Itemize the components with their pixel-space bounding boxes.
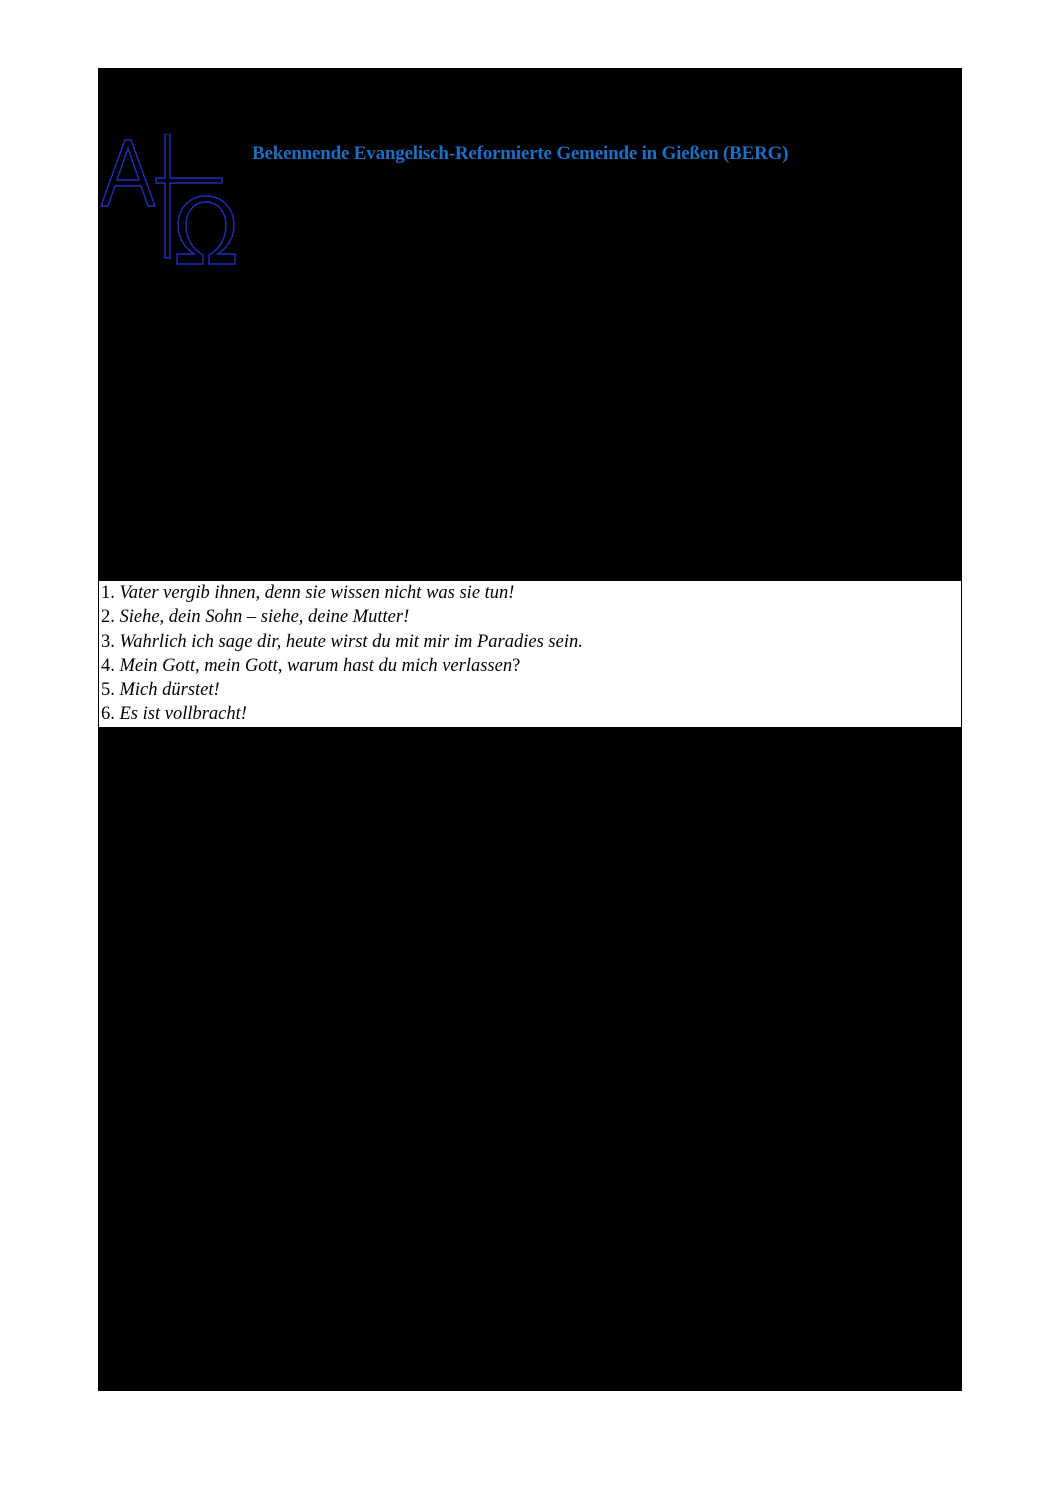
congregation-title: Bekennende Evangelisch-Reformierte Gemeinde in Gießen (BERG) — [252, 143, 789, 164]
alpha-omega-logo-icon — [98, 134, 240, 268]
list-item-text: Mich dürstet! — [119, 680, 220, 701]
list-item-number: 3. — [101, 631, 115, 652]
seven-words-list — [98, 581, 962, 728]
list-item-text: Vater vergib ihnen, denn sie wissen nicht was sie tun! — [119, 583, 515, 603]
list-item — [99, 702, 961, 726]
list-item-text: Mein Gott, mein Gott, warum hast du mich verlassen — [119, 655, 513, 676]
list-item-number: 5. — [101, 680, 115, 701]
list-item-tail: ? — [512, 655, 521, 676]
list-item-number: 2. — [101, 607, 115, 628]
list-item-text: Wahrlich ich sage dir, heute wirst du mit mir im Paradies sein. — [119, 631, 583, 652]
list-item-number: 4. — [101, 655, 115, 676]
list-item-number: 6. — [101, 704, 115, 725]
list-item — [99, 630, 961, 654]
list-item — [99, 581, 961, 605]
list-item-text: Es ist vollbracht! — [119, 704, 247, 725]
list-item-text: Siehe, dein Sohn – siehe, deine Mutter! — [119, 607, 410, 628]
list-item — [99, 605, 961, 629]
list-item — [99, 654, 961, 678]
list-item-number: 1. — [101, 583, 115, 603]
list-item — [99, 678, 961, 702]
